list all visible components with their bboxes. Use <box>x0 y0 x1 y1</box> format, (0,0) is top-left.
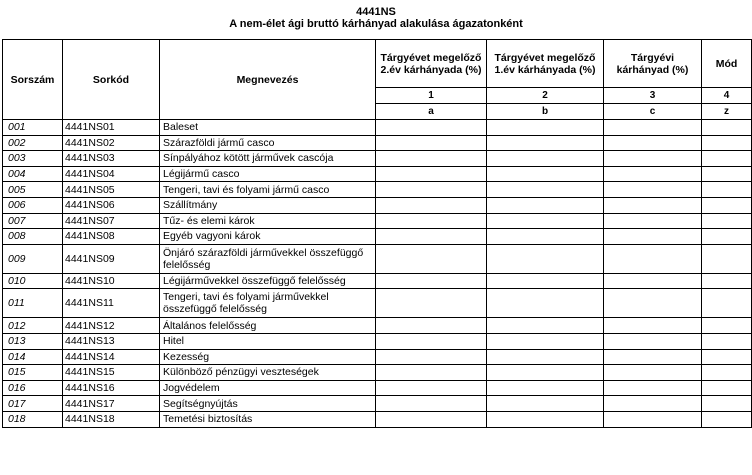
row-name: Szállítmány <box>160 197 376 213</box>
row-name: Különböző pénzügyi veszteségek <box>160 365 376 381</box>
row-serial: 004 <box>3 166 63 182</box>
value-cell-current[interactable] <box>604 166 702 182</box>
row-name: Tűz- és elemi károk <box>160 213 376 229</box>
value-cell-prev2[interactable] <box>376 135 487 151</box>
value-cell-prev1[interactable] <box>487 229 604 245</box>
value-cell-prev1[interactable] <box>487 380 604 396</box>
table-row <box>3 197 752 213</box>
table-row <box>3 166 752 182</box>
row-name: Egyéb vagyoni károk <box>160 229 376 245</box>
row-code: 4441NS18 <box>63 411 160 427</box>
table-row <box>3 213 752 229</box>
index-cell: 3 <box>604 88 702 104</box>
title-block <box>0 0 752 30</box>
row-code: 4441NS06 <box>63 197 160 213</box>
value-cell-prev1[interactable] <box>487 411 604 427</box>
value-cell-prev1[interactable] <box>487 166 604 182</box>
value-cell-mod[interactable] <box>702 333 752 349</box>
value-cell-current[interactable] <box>604 349 702 365</box>
value-cell-current[interactable] <box>604 182 702 198</box>
row-serial: 002 <box>3 135 63 151</box>
row-name: Tengeri, tavi és folyami jármű casco <box>160 182 376 198</box>
table-row <box>3 229 752 245</box>
value-cell-current[interactable] <box>604 411 702 427</box>
table-row <box>3 396 752 412</box>
table-row <box>3 411 752 427</box>
value-cell-prev1[interactable] <box>487 213 604 229</box>
value-cell-current[interactable] <box>604 151 702 167</box>
letter-cell: b <box>487 104 604 120</box>
value-cell-current[interactable] <box>604 396 702 412</box>
value-cell-mod[interactable] <box>702 135 752 151</box>
value-cell-mod[interactable] <box>702 365 752 381</box>
row-serial: 018 <box>3 411 63 427</box>
index-cell: 4 <box>702 88 752 104</box>
value-cell-prev2[interactable] <box>376 151 487 167</box>
value-cell-prev1[interactable] <box>487 273 604 289</box>
value-cell-current[interactable] <box>604 365 702 381</box>
row-code: 4441NS08 <box>63 229 160 245</box>
value-cell-prev2[interactable] <box>376 318 487 334</box>
value-cell-mod[interactable] <box>702 411 752 427</box>
table-row <box>3 273 752 289</box>
row-serial: 005 <box>3 182 63 198</box>
row-name: Hitel <box>160 333 376 349</box>
value-cell-prev1[interactable] <box>487 197 604 213</box>
value-cell-mod[interactable] <box>702 120 752 136</box>
value-cell-prev1[interactable] <box>487 244 604 273</box>
col-header-megnevezes: Megnevezés <box>160 40 376 120</box>
value-cell-mod[interactable] <box>702 166 752 182</box>
row-name: Temetési biztosítás <box>160 411 376 427</box>
value-cell-prev2[interactable] <box>376 182 487 198</box>
row-code: 4441NS04 <box>63 166 160 182</box>
value-cell-current[interactable] <box>604 244 702 273</box>
col-header-mod: Mód <box>702 40 752 88</box>
value-cell-prev1[interactable] <box>487 120 604 136</box>
col-header-prev1: Tárgyévet megelőző 1.év kárhányada (%) <box>487 40 604 88</box>
value-cell-mod[interactable] <box>702 349 752 365</box>
row-name: Általános felelősség <box>160 318 376 334</box>
value-cell-mod[interactable] <box>702 182 752 198</box>
row-code: 4441NS02 <box>63 135 160 151</box>
value-cell-mod[interactable] <box>702 273 752 289</box>
value-cell-prev1[interactable] <box>487 182 604 198</box>
value-cell-prev2[interactable] <box>376 289 487 318</box>
value-cell-prev2[interactable] <box>376 396 487 412</box>
value-cell-prev1[interactable] <box>487 289 604 318</box>
row-code: 4441NS11 <box>63 289 160 318</box>
value-cell-mod[interactable] <box>702 151 752 167</box>
value-cell-prev1[interactable] <box>487 151 604 167</box>
value-cell-prev2[interactable] <box>376 333 487 349</box>
table-row <box>3 289 752 318</box>
row-name: Önjáró szárazföldi járművekkel összefüggő felelősség <box>160 244 376 273</box>
value-cell-current[interactable] <box>604 380 702 396</box>
row-code: 4441NS15 <box>63 365 160 381</box>
value-cell-mod[interactable] <box>702 197 752 213</box>
value-cell-prev2[interactable] <box>376 273 487 289</box>
value-cell-mod[interactable] <box>702 289 752 318</box>
value-cell-mod[interactable] <box>702 244 752 273</box>
value-cell-prev1[interactable] <box>487 349 604 365</box>
row-code: 4441NS17 <box>63 396 160 412</box>
value-cell-prev2[interactable] <box>376 349 487 365</box>
value-cell-current[interactable] <box>604 229 702 245</box>
data-table <box>2 39 752 428</box>
row-serial: 017 <box>3 396 63 412</box>
row-name: Kezesség <box>160 349 376 365</box>
value-cell-prev2[interactable] <box>376 411 487 427</box>
row-name: Tengeri, tavi és folyami járművekkel összefüggő felelősség <box>160 289 376 318</box>
value-cell-mod[interactable] <box>702 396 752 412</box>
table-row <box>3 244 752 273</box>
value-cell-prev2[interactable] <box>376 213 487 229</box>
value-cell-current[interactable] <box>604 135 702 151</box>
row-serial: 013 <box>3 333 63 349</box>
value-cell-current[interactable] <box>604 120 702 136</box>
row-code: 4441NS05 <box>63 182 160 198</box>
row-serial: 012 <box>3 318 63 334</box>
table-row <box>3 120 752 136</box>
table-row <box>3 380 752 396</box>
value-cell-prev2[interactable] <box>376 166 487 182</box>
row-serial: 007 <box>3 213 63 229</box>
row-serial: 015 <box>3 365 63 381</box>
value-cell-current[interactable] <box>604 213 702 229</box>
row-serial: 010 <box>3 273 63 289</box>
letter-cell: c <box>604 104 702 120</box>
value-cell-prev2[interactable] <box>376 365 487 381</box>
row-serial: 001 <box>3 120 63 136</box>
value-cell-prev2[interactable] <box>376 197 487 213</box>
row-code: 4441NS03 <box>63 151 160 167</box>
row-name: Sínpályához kötött járművek cascója <box>160 151 376 167</box>
row-code: 4441NS07 <box>63 213 160 229</box>
col-header-sorszam: Sorszám <box>3 40 63 120</box>
value-cell-prev2[interactable] <box>376 380 487 396</box>
table-row <box>3 333 752 349</box>
value-cell-prev2[interactable] <box>376 120 487 136</box>
letter-cell: a <box>376 104 487 120</box>
row-code: 4441NS13 <box>63 333 160 349</box>
value-cell-mod[interactable] <box>702 380 752 396</box>
index-cell: 2 <box>487 88 604 104</box>
row-serial: 011 <box>3 289 63 318</box>
col-header-sorkod: Sorkód <box>63 40 160 120</box>
value-cell-prev1[interactable] <box>487 365 604 381</box>
form-title: A nem-élet ági bruttó kárhányad alakulása ágazatonként <box>229 18 523 30</box>
form-code: 4441NS <box>356 6 396 18</box>
value-cell-prev1[interactable] <box>487 135 604 151</box>
row-serial: 014 <box>3 349 63 365</box>
row-name: Légijárművekkel összefüggő felelősség <box>160 273 376 289</box>
value-cell-mod[interactable] <box>702 318 752 334</box>
table-row <box>3 151 752 167</box>
table-row <box>3 318 752 334</box>
value-cell-mod[interactable] <box>702 229 752 245</box>
row-serial: 016 <box>3 380 63 396</box>
table-row <box>3 365 752 381</box>
row-name: Segítségnyújtás <box>160 396 376 412</box>
row-code: 4441NS09 <box>63 244 160 273</box>
table-row <box>3 182 752 198</box>
row-name: Szárazföldi jármű casco <box>160 135 376 151</box>
row-code: 4441NS01 <box>63 120 160 136</box>
value-cell-current[interactable] <box>604 289 702 318</box>
value-cell-mod[interactable] <box>702 213 752 229</box>
value-cell-current[interactable] <box>604 273 702 289</box>
value-cell-prev2[interactable] <box>376 229 487 245</box>
table-row <box>3 135 752 151</box>
table-body <box>3 120 752 428</box>
row-serial: 003 <box>3 151 63 167</box>
value-cell-current[interactable] <box>604 318 702 334</box>
index-cell: 1 <box>376 88 487 104</box>
row-code: 4441NS10 <box>63 273 160 289</box>
value-cell-prev1[interactable] <box>487 333 604 349</box>
row-name: Baleset <box>160 120 376 136</box>
value-cell-prev2[interactable] <box>376 244 487 273</box>
table-row <box>3 349 752 365</box>
row-code: 4441NS12 <box>63 318 160 334</box>
row-serial: 008 <box>3 229 63 245</box>
value-cell-current[interactable] <box>604 197 702 213</box>
row-name: Jogvédelem <box>160 380 376 396</box>
value-cell-prev1[interactable] <box>487 318 604 334</box>
col-header-current: Tárgyévi kárhányad (%) <box>604 40 702 88</box>
value-cell-current[interactable] <box>604 333 702 349</box>
row-serial: 006 <box>3 197 63 213</box>
col-header-prev2: Tárgyévet megelőző 2.év kárhányada (%) <box>376 40 487 88</box>
row-code: 4441NS14 <box>63 349 160 365</box>
row-serial: 009 <box>3 244 63 273</box>
letter-cell: z <box>702 104 752 120</box>
value-cell-prev1[interactable] <box>487 396 604 412</box>
row-code: 4441NS16 <box>63 380 160 396</box>
row-name: Légijármű casco <box>160 166 376 182</box>
